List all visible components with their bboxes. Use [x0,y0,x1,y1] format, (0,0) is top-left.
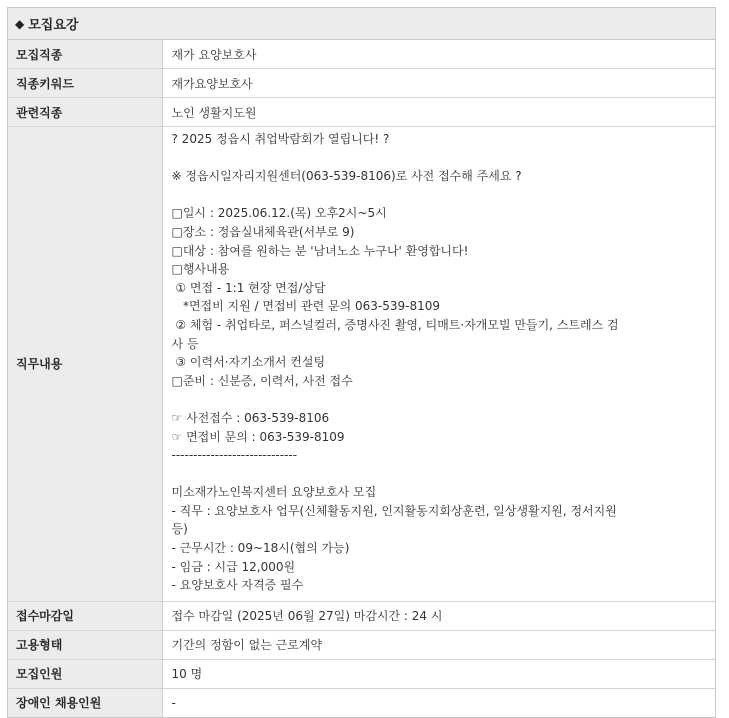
blank-line [172,390,715,409]
table-row [8,630,715,659]
row-value: - [162,688,715,717]
description-line: ① 면접 - 1:1 현장 면접/상담 [171,280,326,295]
section-title: 모집요강 [28,18,79,33]
row-value: 접수 마감일 (2025년 06월 27일) 마감시간 : 24 시 [162,601,715,630]
table-row [8,40,715,69]
row-value: 기간의 정함이 없는 근로계약 [162,630,715,659]
section-header [8,8,715,40]
description-line: □장소 : 정읍실내체육관(서부로 9) [171,224,355,239]
recruitment-panel [7,7,716,718]
row-value: 노인 생활지도원 [162,98,715,127]
row-label: 장애인 채용인원 [8,688,162,717]
job-description-text [162,127,715,602]
blank-line [172,186,715,205]
row-value: 재가요양보호사 [162,69,715,98]
blank-line [172,465,715,484]
row-value: 10 명 [162,659,715,688]
blank-line [172,149,715,168]
table-row [8,659,715,688]
description-line: □일시 : 2025.06.12.(목) 오후2시~5시 [171,206,387,221]
row-label: 직종키워드 [8,69,162,98]
description-line: 등) [171,522,188,537]
row-label: 접수마감일 [8,601,162,630]
description-line: ----------------------------- [171,448,298,463]
description-line: - 임금 : 시급 12,000원 [171,559,296,574]
table-row [8,69,715,98]
description-line: ☞ 사전접수 : 063-539-8106 [171,410,330,425]
table-row [8,688,715,717]
description-line: □행사내용 [171,262,230,277]
description-line: □대상 : 참여를 원하는 분 '남녀노소 누구나' 환영합니다! [171,243,469,258]
description-line: ※ 정읍시일자리지원센터(063-539-8106)로 사전 접수해 주세요 ? [171,169,522,184]
recruitment-table [8,40,715,717]
description-line: - 요양보호사 자격증 필수 [171,578,304,593]
description-line: ? 2025 정읍시 취업박람회가 열립니다! ? [171,132,390,146]
description-line: *면접비 지원 / 면접비 관련 문의 063-539-8109 [171,299,440,314]
description-line: □준비 : 신분증, 이력서, 사전 접수 [171,373,353,388]
description-line: 사 등 [171,336,199,351]
description-line: ☞ 면접비 문의 : 063-539-8109 [171,429,345,444]
row-label: 관련직종 [8,98,162,127]
row-label: 모집인원 [8,659,162,688]
table-row [8,98,715,127]
description-line: 미소재가노인복지센터 요양보호사 모집 [171,485,377,500]
diamond-bullet-icon: ◆ [15,16,25,31]
description-line: - 직무 : 요양보호사 업무(신체활동지원, 인지활동지회상훈련, 일상생활지원, 정서지원 [171,503,617,518]
row-label: 직무내용 [8,127,162,602]
job-description-row [8,127,715,602]
description-line: ② 체험 - 취업타로, 퍼스널컬러, 증명사진 촬영, 티매트·자개모빌 만들기, 스트레스 검 [171,317,619,332]
description-line: - 근무시간 : 09~18시(협의 가능) [171,541,350,556]
row-value: 재가 요양보호사 [162,40,715,69]
row-label: 고용형태 [8,630,162,659]
table-row [8,601,715,630]
row-label: 모집직종 [8,40,162,69]
description-line: ③ 이력서·자기소개서 컨설팅 [171,355,326,370]
